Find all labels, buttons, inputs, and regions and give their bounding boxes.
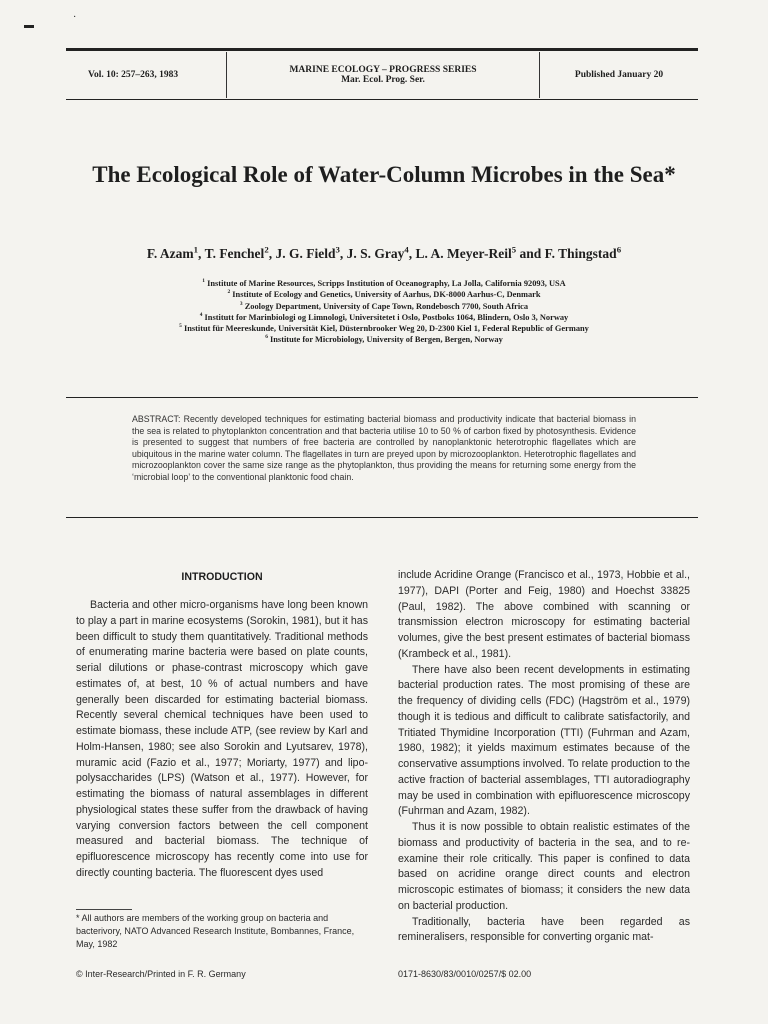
affiliation-number: 4 <box>199 312 203 319</box>
scan-mark: · <box>73 12 77 23</box>
paragraph: There have also been recent developments in estimating bacterial production rates. The most promising of these are the frequency of dividing cells (FDC) (Hagström et al., 1979) though it is tedious and difficult to calibrate satisfactorily, and Tritiated Thymidine Incorporation (TTI) (Fuhrman and Azam, 1980, 1982); it yields maximum estimates because of the conservative assumptions involved. To relate production to the active fraction of bacterial assemblages, TTI autoradiography may be used in combination with epifluorescence microscopy (Fuhrman and Azam, 1982). <box>398 663 690 818</box>
affiliation <box>40 334 728 345</box>
author-separator: , <box>339 246 347 261</box>
journal-abbrev: Mar. Ecol. Prog. Ser. <box>341 75 425 85</box>
author-affiliation-number: 3 <box>335 244 340 255</box>
paragraph: include Acridine Orange (Francisco et al., 1973, Hobbie et al., 1977), DAPI (Porter and Feig, 1980) and Hoechst 33825 (Paul, 1982). The above combined with scanning or transmission electron microscopy for estimating bacterial volumes, give the best present estimates of bacterial biomass (Krambeck et al., 1981). <box>398 569 690 660</box>
abstract: ABSTRACT: Recently developed techniques for estimating bacterial biomass and productivity indicate that bacterial biomass in the sea is related to phytoplankton concentration and that bacteria utilise 10 to 50 % of carbon fixed by photosynthesis. Evidence is presented to suggest that numbers of free bacteria are controlled by nanoplanktonic heterotrophic flagellates which are ubiquitous in the marine water column. The flagellates in turn are preyed upon by microzooplankton. Heterotrophic flagellates and microzooplankton cover the same size range as the phytoplankton, thus providing the means for returning some energy from the ‘microbial loop’ to the conventional planktonic food chain. <box>132 414 636 482</box>
footer-issn: 0171-8630/83/0010/0257/$ 02.00 <box>398 969 532 979</box>
paragraph: Traditionally, bacteria have been regarded as remineralisers, responsible for converting organic mat- <box>398 915 690 944</box>
abstract-bottom-rule <box>66 517 698 518</box>
volume-info: Vol. 10: 257–263, 1983 <box>88 70 179 80</box>
author-affiliation-number: 4 <box>404 244 409 255</box>
affiliation-number: 2 <box>227 289 231 296</box>
paragraph: Bacteria and other micro-organisms have long been known to play a part in marine ecosystems (Sorokin, 1981), but it has been difficult to study them quantitatively. Traditional methods of enumerating marine bacteria were based on plate counts, serial dilutions or phase-contrast microscopy which gave estimates of, at best, 10 % of actual numbers and have generally been discarded for estimating bacterial biomass. Recently several chemical techniques have been used to estimate biomass, these include ATP, (see review by Karl and Holm-Hansen, 1980; see also Sorokin and Lyutsarev, 1978), muramic acid (Fazio et al., 1977; Moriarty, 1977) and lipo-polysaccharides (LPS) (Watson et al., 1977). However, for estimating the biomass of natural assemblages in different physiological states these suffer from the drawback of having varying conversion factors between the cell component measured and bacterial biomass. The technique of epifluorescence microscopy has recently come into use for directly counting bacteria. The fluorescent dyes used <box>76 599 368 879</box>
section-heading-introduction: INTRODUCTION <box>181 571 263 583</box>
affiliation-number: 3 <box>239 300 243 307</box>
affiliation-text: Institutt for Marinbiologi og Limnologi, Universitetet i Oslo, Postboks 1064, Blindern, Oslo 3, Norway <box>202 312 569 322</box>
author-separator: and <box>516 246 545 261</box>
paper-title: The Ecological Role of Water-Column Microbes in the Sea* <box>92 162 676 187</box>
author-name: L. A. Meyer-Reil <box>415 246 512 261</box>
affiliation-number: 5 <box>179 323 182 330</box>
affiliation <box>40 323 728 334</box>
paragraph: Thus it is now possible to obtain realistic estimates of the biomass and productivity of bacteria in the sea, and to re-examine their role critically. This paper is confined to data based on acridine orange direct counts and electron microscopic estimates of biomass; it considers the new data on bacterial production. <box>398 821 690 912</box>
header-top-rule <box>66 48 698 51</box>
affiliation <box>40 312 728 323</box>
abstract-top-rule <box>66 397 698 398</box>
author-name: T. Fenchel <box>204 246 265 261</box>
author-affiliation-number: 6 <box>616 244 622 255</box>
footnote: * All authors are members of the working group on bacteria and bacterivory, NATO Advanced Research Institute, Bombannes, France, May, 1982 <box>76 913 355 949</box>
affiliation-text: Zoology Department, University of Cape Town, Rondebosch 7700, South Africa <box>242 301 529 311</box>
affiliation <box>40 301 728 312</box>
author-name: F. Azam <box>146 246 194 261</box>
author-name: F. Thingstad <box>544 246 617 261</box>
affiliation-text: Institut für Meereskunde, Universität Kiel, Düsternbrooker Weg 20, D-2300 Kiel 1, Federal Republic of Germany <box>181 324 589 334</box>
footnote-rule <box>76 909 132 910</box>
journal-header <box>66 52 698 98</box>
author-list <box>40 246 728 262</box>
left-column <box>76 598 368 882</box>
journal-name-block <box>226 52 540 98</box>
author-separator: , <box>268 246 276 261</box>
affiliation-number: 1 <box>202 278 206 285</box>
journal-name: MARINE ECOLOGY – PROGRESS SERIES <box>289 65 477 75</box>
affiliation-text: Institute for Microbiology, University of Bergen, Bergen, Norway <box>267 335 503 345</box>
footer-copyright: © Inter-Research/Printed in F. R. Germany <box>76 969 246 979</box>
author-affiliation-number: 2 <box>264 244 269 255</box>
affiliation <box>40 278 728 289</box>
affiliation <box>40 289 728 300</box>
scan-mark: ▬ <box>24 20 34 31</box>
affiliation-text: Institute of Marine Resources, Scripps Institution of Oceanography, La Jolla, California 92093, USA <box>205 279 566 288</box>
author-separator: , <box>198 246 205 261</box>
affiliation-number: 6 <box>265 334 268 341</box>
author-name: J. G. Field <box>275 246 336 261</box>
author-name: J. S. Gray <box>346 246 405 261</box>
affiliation-list <box>40 278 728 346</box>
publication-date: Published January 20 <box>574 70 664 80</box>
affiliation-text: Institute of Ecology and Genetics, University of Aarhus, DK-8000 Aarhus-C, Denmark <box>230 290 541 300</box>
author-separator: , <box>408 246 416 261</box>
author-affiliation-number: 1 <box>193 244 199 255</box>
author-affiliation-number: 5 <box>511 244 517 255</box>
header-bottom-rule <box>66 99 698 100</box>
right-column <box>398 568 690 946</box>
